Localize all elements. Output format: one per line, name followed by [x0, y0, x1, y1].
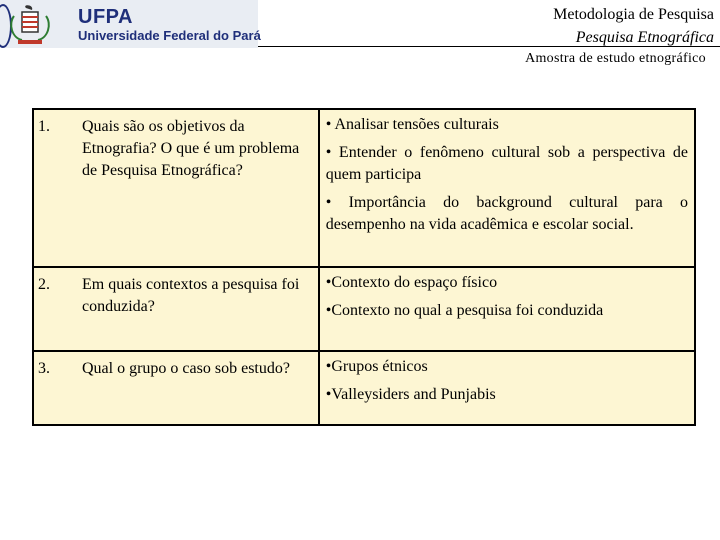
question-text: Quais são os objetivos da Etnografia? O que é um problema de Pesquisa Etnográfica?: [82, 118, 300, 179]
answer-bullet: •Grupos étnicos: [325, 358, 428, 375]
answer-bullet: •Contexto no qual a pesquisa foi conduzida: [325, 302, 604, 319]
ufpa-logo: [0, 0, 261, 48]
answer-bullet: •Contexto do espaço físico: [325, 274, 498, 291]
question-cell: [33, 267, 319, 351]
page-title: Metodologia de Pesquisa: [553, 6, 714, 23]
row-number: 2.: [38, 276, 50, 293]
answer-cell: [319, 267, 695, 351]
answer-cell: [319, 109, 695, 267]
logo-university-name: Universidade Federal do Pará: [78, 28, 261, 43]
table-row: [33, 351, 695, 425]
table-row: [33, 267, 695, 351]
page-subtitle: Pesquisa Etnográfica: [575, 29, 714, 46]
logo-ufpa-text: UFPA: [78, 6, 133, 28]
row-number: 3.: [38, 360, 50, 377]
answer-bullet: • Importância do background cultural para o desempenho na vida acadêmica e escolar social.: [325, 194, 688, 233]
question-cell: [33, 109, 319, 267]
question-text: Qual o grupo o caso sob estudo?: [82, 360, 290, 377]
section-label: Amostra de estudo etnográfico: [525, 51, 706, 66]
answer-bullet: • Entender o fenômeno cultural sob a perspectiva de quem participa: [325, 144, 688, 183]
answer-bullet: •Valleysiders and Punjabis: [325, 386, 496, 403]
question-cell: [33, 351, 319, 425]
answer-bullet: • Analisar tensões culturais: [325, 116, 499, 133]
row-number: 1.: [38, 118, 50, 135]
question-text: Em quais contextos a pesquisa foi conduzida?: [82, 276, 300, 315]
header-divider: [258, 46, 720, 47]
ethnography-table: [32, 108, 696, 426]
answer-cell: [319, 351, 695, 425]
ufpa-emblem-icon: [4, 2, 56, 46]
table-row: [33, 109, 695, 267]
